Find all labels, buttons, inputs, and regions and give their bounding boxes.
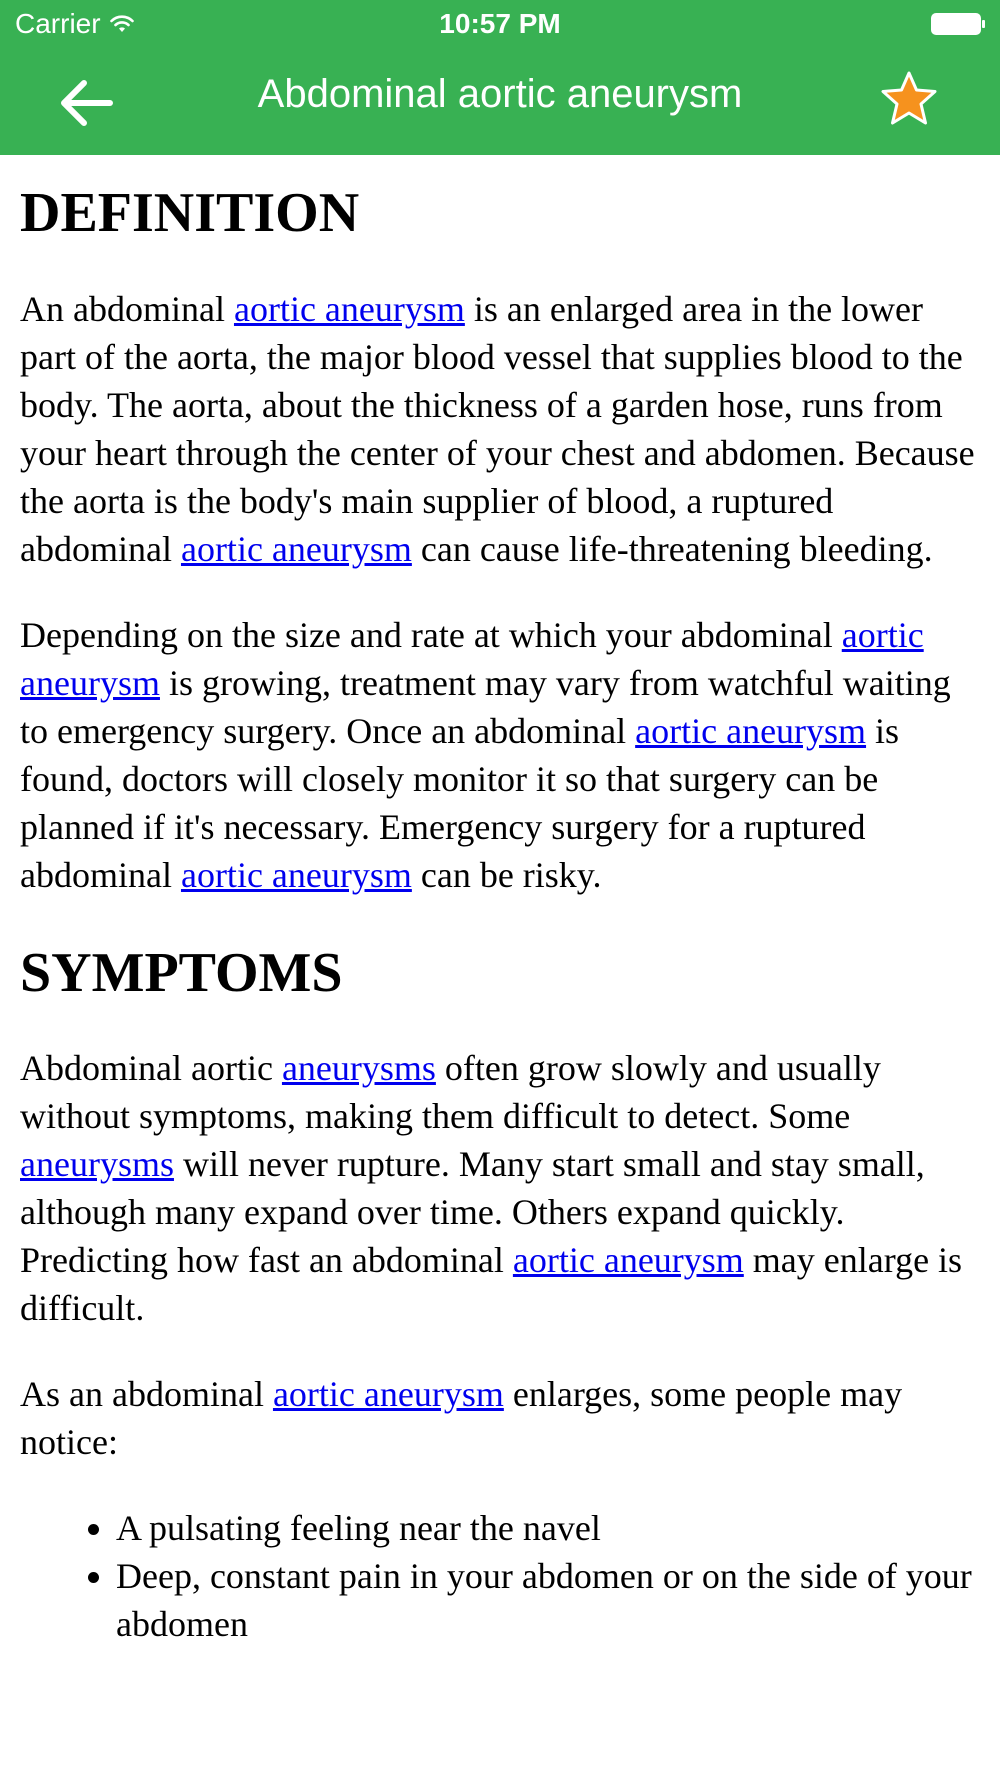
aneurysms-link[interactable]: aneurysms <box>20 1144 174 1185</box>
text: is an enlarged area in the lower part of the aorta, the major blood vessel that supplies blood to the body. The aorta, about the thickness of a garden hose, runs from your heart through the center of your chest and abdomen. Because the aorta is the body's main supplier of blood, a ruptured abdominal <box>20 288 975 569</box>
list-item: • Deep, constant pain in your abdomen or on the side of your abdomen <box>116 1552 980 1648</box>
text: is found, doctors will closely monitor it so that surgery can be planned if it's necessary. Emergency surgery for a ruptured abdominal <box>20 710 900 895</box>
favorite-button[interactable] <box>880 70 938 128</box>
aneurysms-link[interactable]: aneurysms <box>281 1048 436 1089</box>
text: can cause life-threatening bleeding. <box>411 528 933 569</box>
text: Abdominal aortic <box>20 1048 282 1089</box>
text: Depending on the size and rate at which your abdominal <box>20 614 842 655</box>
carrier-label: Carrier <box>15 8 101 39</box>
text: As an abdominal <box>20 1374 273 1415</box>
definition-paragraph-1 <box>20 285 980 573</box>
app-header <box>0 0 1000 155</box>
nav-bar <box>0 50 1000 155</box>
star-icon <box>880 70 938 128</box>
symptoms-paragraph-1 <box>20 1044 980 1332</box>
text: enlarges, some people may notice: <box>20 1374 903 1463</box>
list-item: • A pulsating feeling near the navel <box>116 1504 980 1552</box>
aortic-aneurysm-link[interactable]: aortic aneurysm <box>233 288 465 329</box>
aortic-aneurysm-link[interactable]: aortic aneurysm <box>272 1374 504 1415</box>
text: can be risky. <box>411 854 602 895</box>
battery-icon <box>930 12 986 36</box>
status-time: 10:57 PM <box>439 8 561 39</box>
aortic-aneurysm-link[interactable]: aortic aneurysm <box>180 854 412 895</box>
aortic-aneurysm-link[interactable]: aortic aneurysm <box>180 528 412 569</box>
text: will never rupture. Many start small and stay small, although many expand over time. Others expand quickly. Predicting how fast an abdominal <box>20 1144 925 1281</box>
article-content <box>0 155 1000 1778</box>
text: often grow slowly and usually without symptoms, making them difficult to detect. Some <box>20 1048 881 1137</box>
symptoms-list <box>20 1504 980 1648</box>
status-bar <box>0 0 1000 50</box>
text: is growing, treatment may vary from watchful waiting to emergency surgery. Once an abdominal <box>20 662 951 751</box>
text: An abdominal <box>20 288 234 329</box>
aortic-aneurysm-link[interactable]: aortic aneurysm <box>635 710 867 751</box>
aortic-aneurysm-link[interactable]: aortic aneurysm <box>20 614 924 703</box>
symptoms-heading: SYMPTOMS <box>20 941 343 1004</box>
definition-heading: DEFINITION <box>20 182 360 244</box>
definition-paragraph-2 <box>20 611 980 899</box>
symptoms-paragraph-2 <box>20 1370 980 1466</box>
page-title: Abdominal aortic aneurysm <box>257 72 743 116</box>
aortic-aneurysm-link[interactable]: aortic aneurysm <box>512 1240 744 1281</box>
text: may enlarge is difficult. <box>20 1240 963 1329</box>
